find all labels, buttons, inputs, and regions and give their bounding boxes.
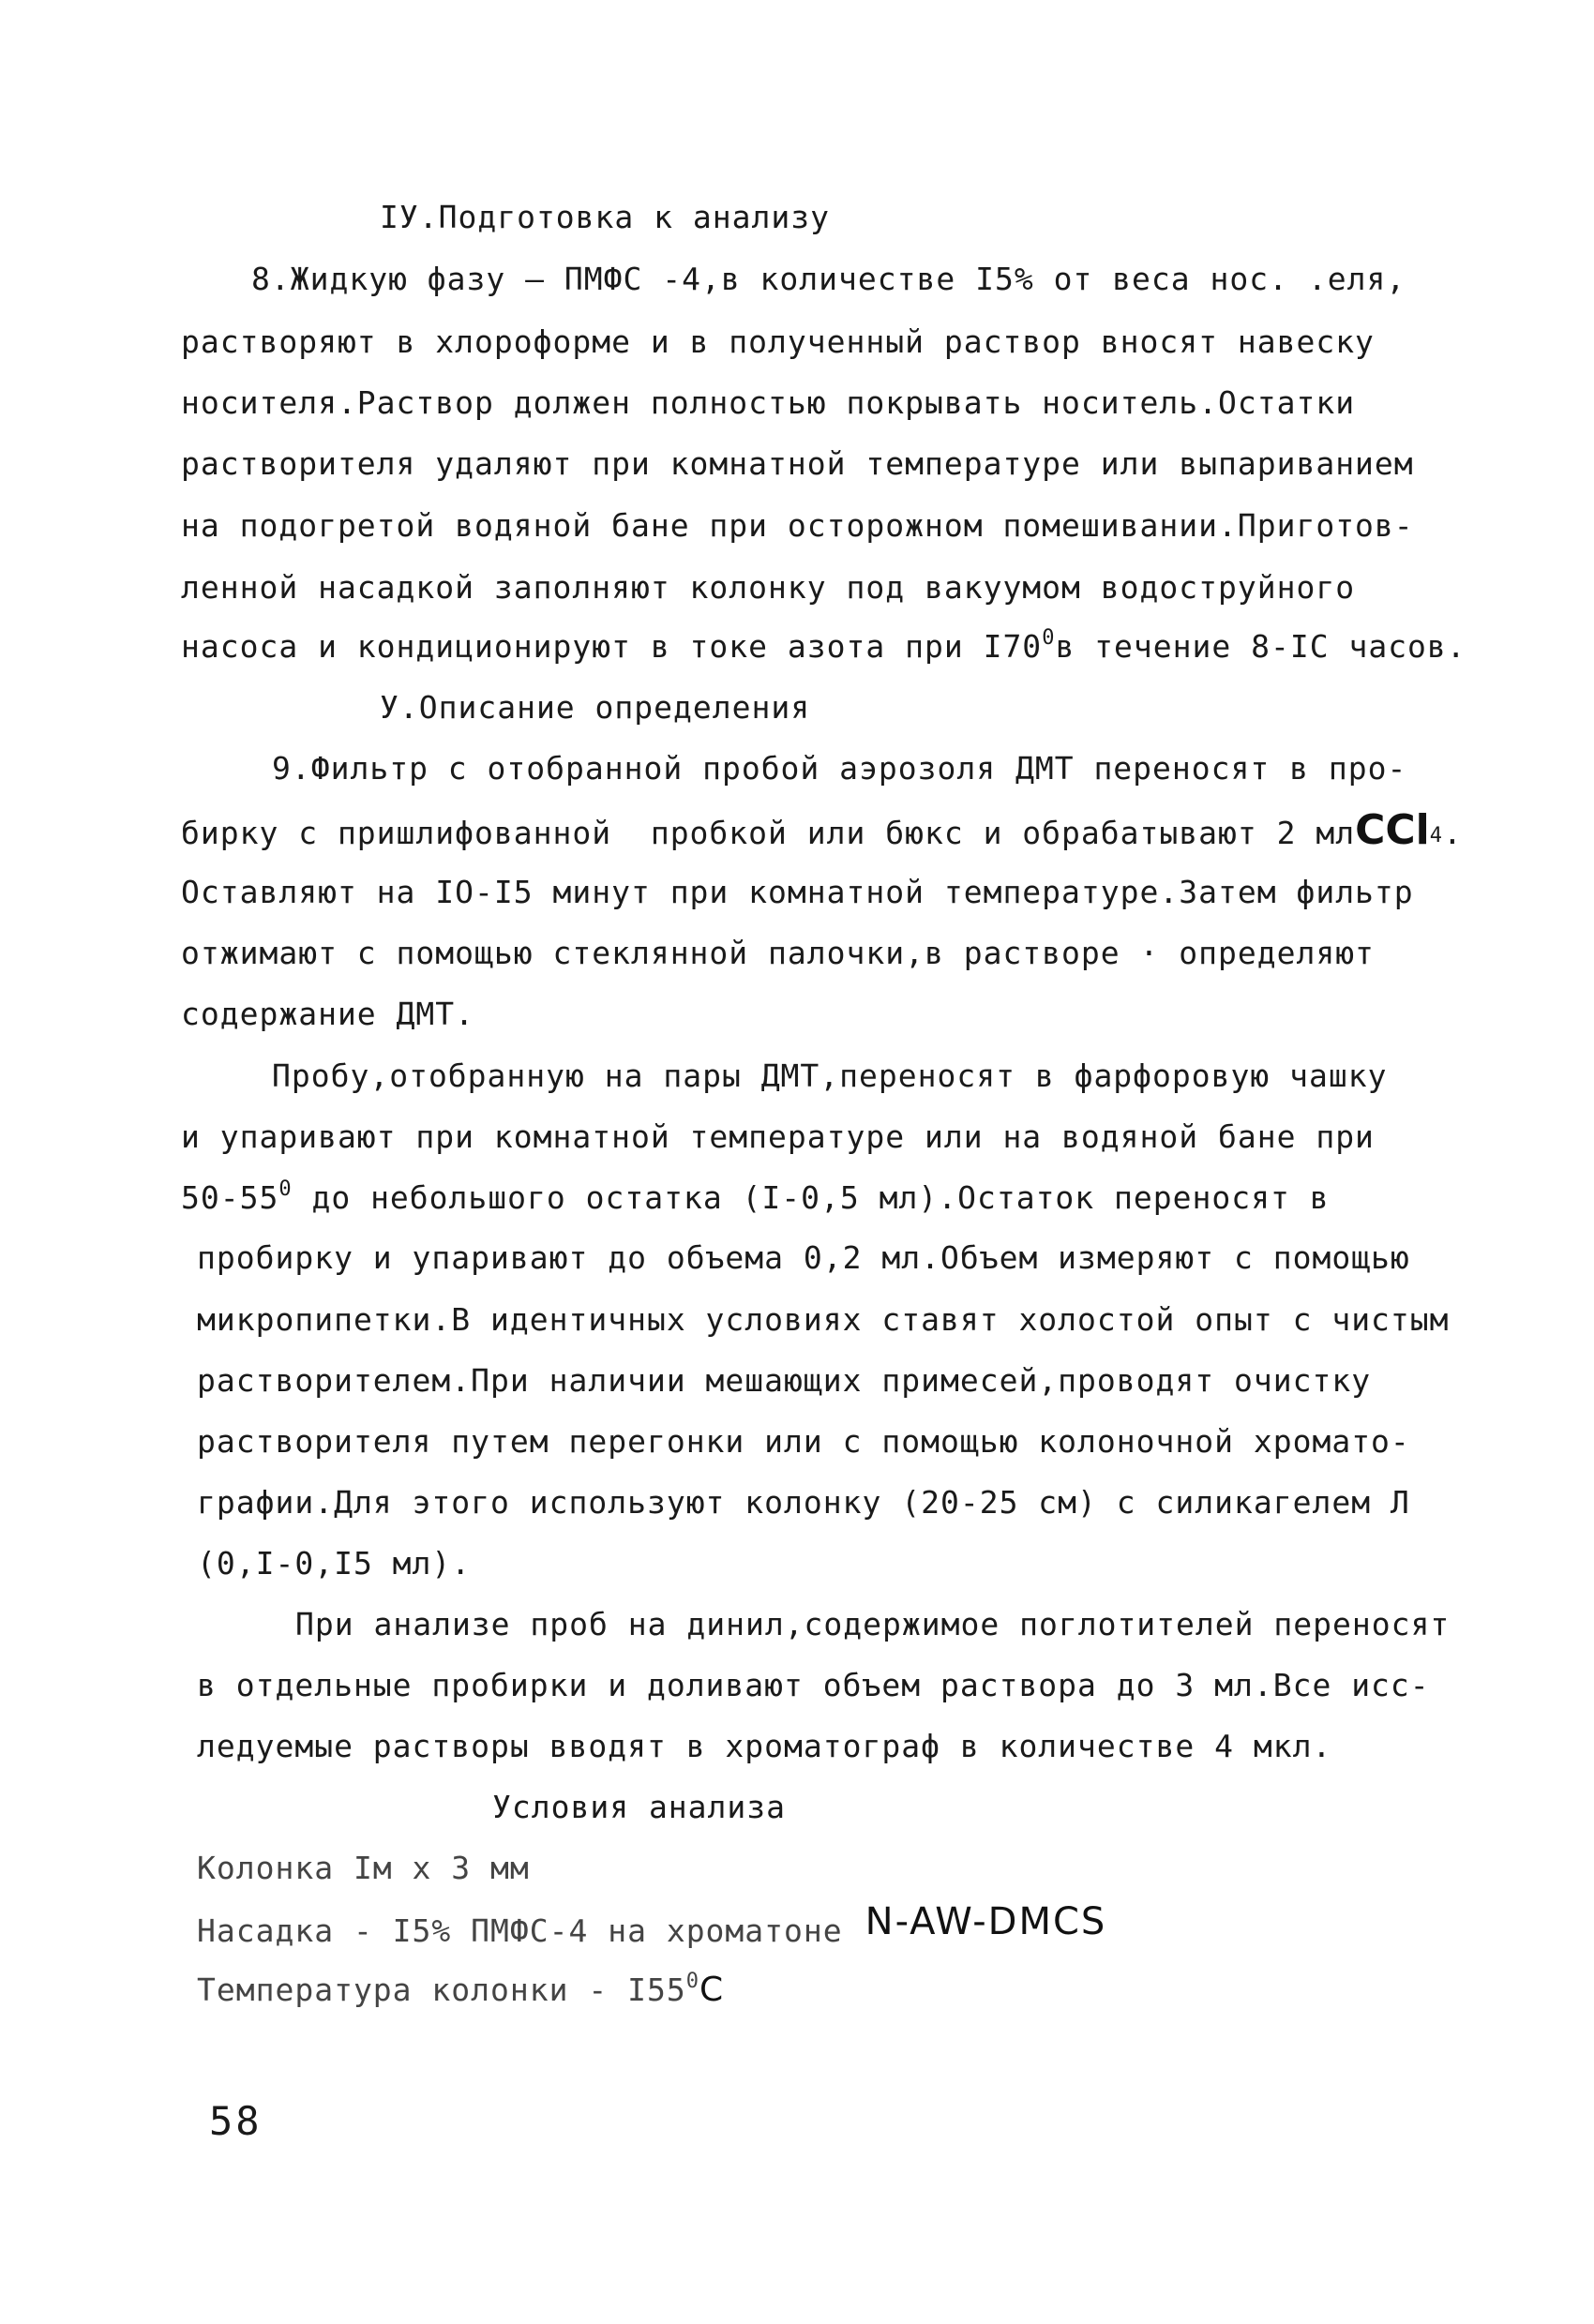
- paragraph-line: отжимают с помощью стеклянной палочки,в растворе · определяют: [181, 935, 1375, 971]
- paragraph-line: растворителя путем перегонки или с помощью колоночной хромато-: [197, 1423, 1410, 1460]
- paragraph-line: Оставляют на IO-I5 минут при комнатной температуре.Затем фильтр: [181, 874, 1414, 910]
- text-fragment: бирку с пришлифованной пробкой или бюкс и обрабатывают 2 мл: [181, 815, 1356, 851]
- subscript: 4: [1429, 824, 1443, 847]
- paragraph-line: на подогретой водяной бане при осторожном помешивании.Приготов-: [181, 507, 1414, 544]
- paragraph-line: растворяют в хлороформе и в полученный раствор вносят навеску: [181, 323, 1375, 360]
- paragraph-line: [181, 1179, 1330, 1222]
- paragraph-line: [181, 806, 1463, 857]
- text-fragment: .: [1442, 815, 1463, 851]
- page-number: 58: [209, 2098, 263, 2144]
- superscript: 0: [278, 1177, 293, 1201]
- paragraph-line: носителя.Раствор должен полностью покрывать носитель.Остатки: [181, 384, 1356, 421]
- paragraph-line: пробирку и упаривают до объема 0,2 мл.Объем измеряют с помощью: [197, 1239, 1410, 1276]
- condition-packing: [197, 1900, 1107, 1950]
- paragraph-line: микропипетки.В идентичных условиях ставят холостой опыт с чистым: [197, 1301, 1450, 1338]
- paragraph-line: содержание ДМТ.: [181, 996, 475, 1032]
- text-fragment: до небольшого остатка (I-0,5 мл).Остаток переносят в: [292, 1179, 1330, 1216]
- paragraph-line: При анализе проб на динил,содержимое поглотителей переносят: [295, 1606, 1451, 1642]
- handwritten-packing: N-AW-DMCS: [865, 1900, 1107, 1943]
- paragraph-line: [181, 628, 1466, 670]
- paragraph-line: ледуемые растворы вводят в хроматограф в количестве 4 мкл.: [197, 1728, 1332, 1764]
- text-fragment: Насадка - I5% ПМФС-4 на хроматоне: [197, 1912, 843, 1949]
- text-fragment: насоса и кондиционируют в токе азота при I70: [181, 628, 1043, 665]
- paragraph-line: растворителя удаляют при комнатной температуре или выпариванием: [181, 445, 1414, 482]
- paragraph-line: в отдельные пробирки и доливают объем раствора до 3 мл.Все исс-: [197, 1667, 1430, 1703]
- handwritten-formula: CCl: [1355, 806, 1430, 854]
- paragraph-line: графии.Для этого используют колонку (20-25 см) с силикагелем Л: [197, 1484, 1410, 1521]
- section-heading-description: У.Описание определения: [380, 689, 811, 726]
- section-heading-preparation: IУ.Подготовка к анализу: [380, 199, 830, 235]
- handwritten-unit: C: [699, 1971, 726, 2009]
- text-fragment: 50-55: [181, 1179, 279, 1216]
- paragraph-line: растворителем.При наличии мешающих примесей,проводят очистку: [197, 1362, 1372, 1399]
- paragraph-line: (0,I-0,I5 мл).: [197, 1545, 472, 1582]
- text-fragment: в течение 8-IС часов.: [1055, 628, 1466, 665]
- superscript: 0: [685, 1970, 699, 1993]
- text-fragment: Температура колонки - I55: [197, 1972, 686, 2008]
- paragraph-line: Пробу,отобранную на пары ДМТ,переносят в фарфоровую чашку: [272, 1057, 1388, 1094]
- paragraph-line: 9.Фильтр с отобранной пробой аэрозоля ДМТ переносят в про-: [272, 750, 1407, 787]
- condition-column: Колонка Iм x 3 мм: [197, 1850, 530, 1886]
- paragraph-line: и упаривают при комнатной температуре или на водяной бане при: [181, 1118, 1375, 1155]
- paragraph-line: 8.Жидкую фазу – ПМФС -4,в количестве I5% от веса нос. .еля,: [251, 261, 1406, 297]
- superscript: 0: [1042, 626, 1056, 650]
- condition-temperature: [197, 1972, 725, 2014]
- paragraph-line: ленной насадкой заполняют колонку под вакуумом водоструйного: [181, 569, 1356, 606]
- conditions-heading: Условия анализа: [492, 1789, 787, 1825]
